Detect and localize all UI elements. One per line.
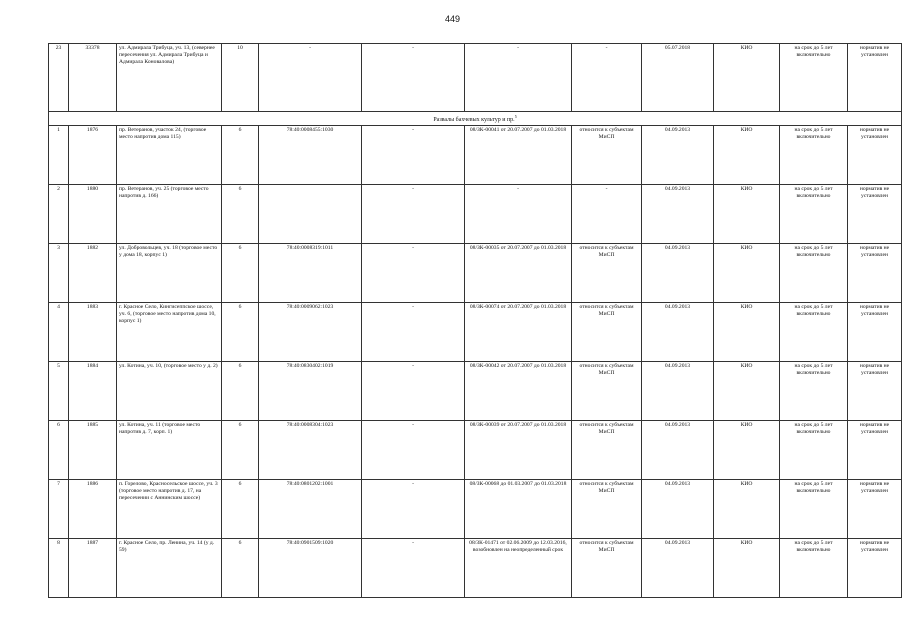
note: относится к субъектам МиСП [572, 126, 642, 185]
row-number: 7 [49, 480, 69, 539]
date: 04.09.2013 [642, 126, 714, 185]
date: 04.09.2013 [642, 185, 714, 244]
date: 05.07.2018 [642, 44, 714, 112]
contract: 08/ЗК-00041 от 20.07.2007 до 01.03.2018 [465, 126, 572, 185]
cadastral-number [259, 185, 362, 244]
area: 10 [222, 44, 259, 112]
period: на срок до 5 лет включительно [780, 421, 848, 480]
table-row [49, 480, 902, 539]
table-row [49, 185, 902, 244]
column-6: - [362, 362, 465, 421]
norm: норматив не установлен [848, 362, 902, 421]
note: - [572, 185, 642, 244]
organization: КИО [714, 480, 780, 539]
area: 6 [222, 185, 259, 244]
cadastral-number: 78:40:0008304:1023 [259, 421, 362, 480]
period: на срок до 5 лет включительно [780, 303, 848, 362]
period: на срок до 5 лет включительно [780, 44, 848, 112]
area: 6 [222, 244, 259, 303]
date: 04.09.2013 [642, 303, 714, 362]
column-6: - [362, 421, 465, 480]
address: ул. Адмирала Трибуца, уч. 13, (севернее пересечения ул. Адмирала Трибуца и Адмирала Коновалова) [117, 44, 222, 112]
norm: норматив не установлен [848, 126, 902, 185]
cadastral-number: 78:40:0008319:1011 [259, 244, 362, 303]
area: 6 [222, 539, 259, 598]
cadastral-number: 78:40:0009062:1023 [259, 303, 362, 362]
norm: норматив не установлен [848, 421, 902, 480]
section-footnote: 5 [514, 114, 517, 119]
period: на срок до 5 лет включительно [780, 480, 848, 539]
contract: 08/ЗК-00068 до 01.03.2007 до 01.03.2018 [465, 480, 572, 539]
norm: норматив не установлен [848, 480, 902, 539]
address: ул. Добровольцев, уч. 18 (торговое место у дома 18, корпус 1) [117, 244, 222, 303]
column-6: - [362, 244, 465, 303]
table-row [49, 303, 902, 362]
norm: норматив не установлен [848, 539, 902, 598]
note: - [572, 44, 642, 112]
object-code: 1884 [69, 362, 117, 421]
section-title-cell [49, 112, 902, 126]
cadastral-number: 78:40:0801202:1001 [259, 480, 362, 539]
organization: КИО [714, 539, 780, 598]
table-row [49, 539, 902, 598]
note: относится к субъектам МиСП [572, 362, 642, 421]
table-row [49, 244, 902, 303]
column-6: - [362, 185, 465, 244]
organization: КИО [714, 185, 780, 244]
column-6: - [362, 303, 465, 362]
cadastral-number: - [259, 44, 362, 112]
address: ул. Котина, уч. 10, (торговое место у д. 2) [117, 362, 222, 421]
date: 04.09.2013 [642, 539, 714, 598]
note: относится к субъектам МиСП [572, 480, 642, 539]
table-row [49, 126, 902, 185]
date: 04.09.2013 [642, 480, 714, 539]
organization: КИО [714, 303, 780, 362]
area: 6 [222, 303, 259, 362]
object-code: 1883 [69, 303, 117, 362]
row-number: 8 [49, 539, 69, 598]
period: на срок до 5 лет включительно [780, 126, 848, 185]
document-table [48, 43, 902, 598]
organization: КИО [714, 44, 780, 112]
address: пр. Ветеранов, уч. 25 (торговое место напротив д. 166) [117, 185, 222, 244]
organization: КИО [714, 362, 780, 421]
row-number: 2 [49, 185, 69, 244]
row-number: 4 [49, 303, 69, 362]
row-number: 3 [49, 244, 69, 303]
organization: КИО [714, 126, 780, 185]
section-title: Развалы бахчевых культур и пр. [433, 117, 515, 123]
norm: норматив не установлен [848, 185, 902, 244]
object-code: 1887 [69, 539, 117, 598]
contract: - [465, 44, 572, 112]
area: 6 [222, 362, 259, 421]
row-number: 23 [49, 44, 69, 112]
period: на срок до 5 лет включительно [780, 362, 848, 421]
period: на срок до 5 лет включительно [780, 244, 848, 303]
date: 04.09.2013 [642, 244, 714, 303]
column-6: - [362, 44, 465, 112]
object-code: 1876 [69, 126, 117, 185]
object-code: 1880 [69, 185, 117, 244]
table-row [49, 362, 902, 421]
address: пр. Ветеранов, участок 24, (торговое место напротив дома 115) [117, 126, 222, 185]
object-code: 1882 [69, 244, 117, 303]
row-number: 1 [49, 126, 69, 185]
contract: 08/ЗК-00035 от 20.07.2007 до 01.03.2018 [465, 244, 572, 303]
object-code: 1886 [69, 480, 117, 539]
contract: 08/ЗК-00074 от 20.07.2007 до 01.03.2018 [465, 303, 572, 362]
section-row [49, 112, 902, 126]
period: на срок до 5 лет включительно [780, 539, 848, 598]
address: ул. Котина, уч. 11 (торговое место напротив д. 7, корп. 1) [117, 421, 222, 480]
column-6: - [362, 480, 465, 539]
cadastral-number: 78:40:0901509:1020 [259, 539, 362, 598]
contract: 08/ЗК-00042 от 20.07.2007 до 01.03.2018 [465, 362, 572, 421]
date: 04.09.2013 [642, 362, 714, 421]
address: г. Красное Село, пр. Ленина, уч. 14 (у д. 59) [117, 539, 222, 598]
contract: - [465, 185, 572, 244]
note: относится к субъектам МиСП [572, 421, 642, 480]
address: г. Красное Село, Кингисеппское шоссе, уч. 6, (торговое место напротив дома 10, корпус 1) [117, 303, 222, 362]
note: относится к субъектам МиСП [572, 539, 642, 598]
contract: 08/ЗК-01471 от 02.06.2009 до 12.03.2016, возобновлен на неопределенный срок [465, 539, 572, 598]
note: относится к субъектам МиСП [572, 244, 642, 303]
object-code: 33378 [69, 44, 117, 112]
note: относится к субъектам МиСП [572, 303, 642, 362]
cadastral-number: 78:40:0830402:1019 [259, 362, 362, 421]
area: 6 [222, 126, 259, 185]
date: 04.09.2013 [642, 421, 714, 480]
norm: норматив не установлен [848, 303, 902, 362]
row-number: 5 [49, 362, 69, 421]
norm: норматив не установлен [848, 44, 902, 112]
table-row [49, 44, 902, 112]
area: 6 [222, 480, 259, 539]
row-number: 6 [49, 421, 69, 480]
norm: норматив не установлен [848, 244, 902, 303]
column-6: - [362, 539, 465, 598]
organization: КИО [714, 244, 780, 303]
table-row [49, 421, 902, 480]
period: на срок до 5 лет включительно [780, 185, 848, 244]
column-6: - [362, 126, 465, 185]
object-code: 1885 [69, 421, 117, 480]
organization: КИО [714, 421, 780, 480]
cadastral-number: 78:40:0008455:1030 [259, 126, 362, 185]
area: 6 [222, 421, 259, 480]
address: п. Горелово, Красносельское шоссе, уч. 3 (торговое место напротив д. 17, на пересечении с Аннинским шоссе) [117, 480, 222, 539]
page-number: 449 [444, 14, 461, 24]
contract: 08/ЗК-00039 от 20.07.2007 до 01.03.2018 [465, 421, 572, 480]
